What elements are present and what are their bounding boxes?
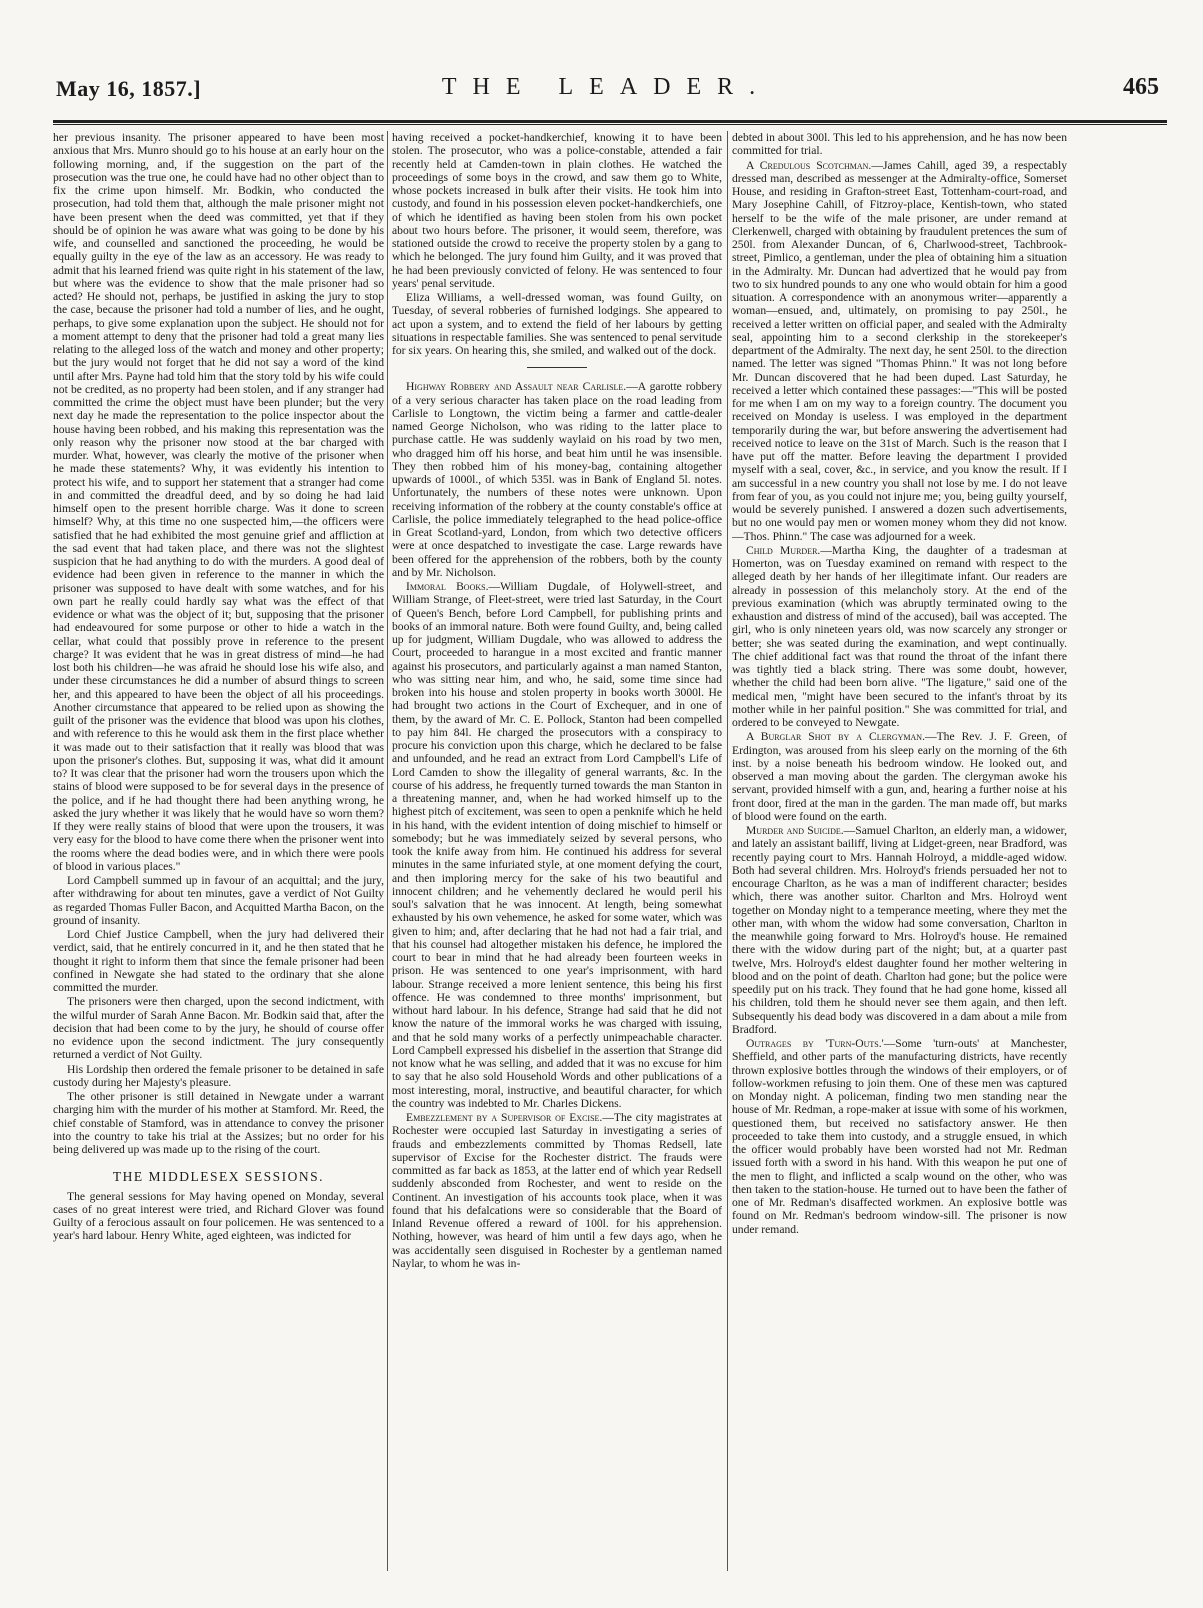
article-paragraph: The other prisoner is still detained in Newgate under a warrant charging him with the murder of his mother at Stamford. Mr. Reed, the chief constable of Stamford, was in attendance to convey the prisoner into the country to take his trial at the Assizes; but no order for his being delivered up was made up to the rising of the court. bbox=[53, 1090, 384, 1156]
page-number: 465 bbox=[1123, 74, 1159, 100]
article-headline: Murder and Suicide. bbox=[746, 824, 844, 837]
column-1 bbox=[53, 131, 384, 1579]
article-headline: Immoral Books. bbox=[406, 580, 489, 593]
column-3 bbox=[732, 131, 1067, 1579]
article-paragraph: A Burglar Shot by a Clergyman.—The Rev. J. F. Green, of Erdington, was aroused from his sleep early on the morning of the 6th inst. by a noise beneath his bedroom window. He looked out, and observed a man moving about the garden. The clergyman awoke his servant, provided himself with a gun, and, hearing a further noise at his front door, fired at the man in the garden. The man made off, but marks of blood were found on the earth. bbox=[732, 730, 1067, 823]
article-paragraph: debted in about 300l. This led to his apprehension, and he has now been committed for trial. bbox=[732, 131, 1067, 158]
section-heading: THE MIDDLESEX SESSIONS. bbox=[112, 1169, 325, 1185]
article-paragraph: His Lordship then ordered the female prisoner to be detained in safe custody during her Majesty's pleasure. bbox=[53, 1062, 384, 1089]
article-paragraph: The prisoners were then charged, upon the second indictment, with the wilful murder of Sarah Anne Bacon. Mr. Bodkin said that, after the decision that had been come to by the jury, he should of course offer no evidence upon the second indictment. The jury consequently returned a verdict of Not Guilty. bbox=[53, 995, 384, 1062]
issue-date: May 16, 1857.] bbox=[56, 76, 202, 101]
article-paragraph: Lord Campbell summed up in favour of an acquittal; and the jury, after withdrawing for about ten minutes, gave a verdict of Not Guilty as regarded Thomas Fuller Bacon, and Acquitted Martha Bacon, on the ground of insanity. bbox=[53, 874, 384, 927]
column-divider bbox=[727, 131, 728, 1571]
column-divider bbox=[387, 131, 388, 1571]
masthead bbox=[40, 66, 1173, 126]
article-headline: Highway Robbery and Assault near Carlisle. bbox=[406, 380, 627, 394]
article-headline: Embezzlement by a Supervisor of Excise. bbox=[406, 1111, 603, 1124]
header-rule bbox=[53, 120, 1167, 123]
column-2 bbox=[392, 131, 722, 1579]
article-paragraph: A Credulous Scotchman.—James Cahill, aged 39, a respectably dressed man, described as messenger at the Admiralty-office, Somerset House, and residing in Grafton-street East, Tottenham-court-road, and Mary Josephine Cahill, of Fitzroy-place, Kentish-town, who stated herself to be the wife of the male prisoner, are under remand at Clerkenwell, charged with obtaining by fraudulent pretences the sum of 250l. from Alexander Duncan, of 6, Charlwood-street, Tachbrook-street, Pimlico, a gentleman, under the plea of obtaining him a situation in the Admiralty. Mr. Duncan had advertized that he would pay from two to six hundred pounds to any one who would obtain for him a good situation. A correspondence with an anonymous writer—apparently a woman—ensued, and, ultimately, on promising to pay 250l., he received a letter written on official paper, and sealed with the Admiralty seal, appointing him to a second clerkship in the storekeeper's department of the Admiralty. The next day, he sent 250l. to the direction named. The letter was signed "Thomas Phinn." It was not long before Mr. Duncan discovered that he had been duped. Last Saturday, he received a letter which contained these passages:—"This will be posted for me when I am on my way to a foreign country. The document you received on Monday is useless. I was employed in the department temporarily during the war, but before answering the advertisement had received notice to leave on the 31st of March. Such is the reason that I have put off the matter. Before leaving the department I provided myself with a seal, cover, &c., in service, and you know the result. If I am successful in a new country you shall not lose by me. I do not leave from fear of you, as you could not injure me; you, being guilty yourself, would be severely punished. I answered a dozen such advertisements, but no one would pay men or women money whom they did not know.—Thos. Phinn." The case was adjourned for a week. bbox=[732, 158, 1067, 543]
article-paragraph: Lord Chief Justice Campbell, when the jury had delivered their verdict, said, that he entirely concurred in it, and he then stated that he thought it right to inform them that since the female prisoner had been confined in Newgate she had stated to the ordinary that she alone committed the murder. bbox=[53, 928, 384, 994]
article-paragraph: Eliza Williams, a well-dressed woman, was found Guilty, on Tuesday, of several robberies of furnished lodgings. She appeared to act upon a system, and to extend the field of her labours by getting situations in respectable families. She was sentenced to penal servitude for six years. On hearing this, she smiled, and walked out of the dock. bbox=[392, 291, 722, 357]
article-headline: A Burglar Shot by a Clergyman. bbox=[746, 730, 925, 744]
article-headline: Child Murder. bbox=[746, 543, 821, 557]
article-paragraph: Child Murder.—Martha King, the daughter of a tradesman at Homerton, was on Tuesday examined on remand with respect to the alleged death by her hands of her illegitimate infant. Our readers are already in possession of this melancholy story. At the end of the previous examination (which was abruptly terminated owing to the exhaustion and distress of mind of the accused), bail was accepted. The girl, who is only nineteen years old, was now scarcely any stronger or better; she was seated during the examination, and wept continually. The chief additional fact was that round the throat of the infant there was tightly tied a black string. There was some doubt, however, whether the child had been born alive. "The ligature," said one of the medical men, "might have been secured to the infant's throat by its mother while in her painful position." She was committed for trial, and ordered to be conveyed to Newgate. bbox=[732, 543, 1067, 729]
article-paragraph: having received a pocket-handkerchief, knowing it to have been stolen. The prosecutor, who was a police-constable, attended a fair recently held at Camden-town in plain clothes. He watched the proceedings of some boys in the crowd, and saw them go to White, whose pockets increased in bulk after their visits. He took him into custody, and found in his possession eleven pocket-handkerchiefs, one of which he identified as having been stolen from his own pocket about two hours before. The prisoner, it would seem, therefore, was stationed outside the crowd to receive the property stolen by a gang to which he belonged. The jury found him Guilty, and it was proved that he had been previously convicted of felony. He was sentenced to four years' penal servitude. bbox=[392, 131, 722, 290]
section-divider bbox=[527, 367, 587, 368]
article-paragraph: The general sessions for May having opened on Monday, several cases of no great interest were tried, and Richard Glover was found Guilty of a ferocious assault on four policemen. He was sentenced to a year's hard labour. Henry White, aged eighteen, was indicted for bbox=[53, 1189, 384, 1243]
article-headline: Outrages by 'Turn-Outs.' bbox=[746, 1037, 884, 1050]
article-paragraph: Embezzlement by a Supervisor of Excise.—The city magistrates at Rochester were occupied last Saturday in investigating a series of frauds and embezzlements committed by Thomas Redsell, late supervisor of Excise for the Rochester district. The frauds were committed as far back as 1853, at the latter end of which year Redsell suddenly absconded from Rochester, and went to reside on the Continent. An investigation of his accounts took place, when it was found that his defalcations were so considerable that the Board of Inland Revenue offered a reward of 100l. for his apprehension. Nothing, however, was heard of him until a few days ago, when he was accidentally seen disguised in Rochester by a gentleman named Naylar, to whom he was in- bbox=[392, 1111, 722, 1270]
header-rule-thin bbox=[53, 124, 1167, 125]
newspaper-title: THE LEADER. bbox=[441, 74, 772, 100]
article-paragraph: Outrages by 'Turn-Outs.'—Some 'turn-outs' at Manchester, Sheffield, and other parts of the manufacturing districts, have recently thrown explosive bottles through the windows of their employers, or of follow-workmen refusing to join them. One of these men was captured on Monday night. A policeman, finding two men standing near the house of Mr. Redman, a rope-maker at issue with some of his workmen, questioned them, but received no satisfactory answer. He then proceeded to take them into custody, and a struggle ensued, in which the officer would probably have been worsted had not Mr. Redman issued forth with a sword in his hand. With this weapon he put one of the men to flight, and inflicted a scalp wound on the other, who was then taken to the station-house. He turned out to have been the father of one of Mr. Redman's disaffected workmen. An explosive bottle was found on Mr. Redman's bedroom window-sill. The prisoner is now under remand. bbox=[732, 1037, 1067, 1236]
article-paragraph: Immoral Books.—William Dugdale, of Holywell-street, and William Strange, of Fleet-street, were tried last Saturday, in the Court of Queen's Bench, before Lord Campbell, for publishing prints and books of an immoral nature. Both were found Guilty, and, being called up for judgment, William Dugdale, who was allowed to address the Court, proceeded to harangue in a most excited and frantic manner against his prosecutors, and particularly against a man named Stanton, who was sitting near him, and who, he said, some time since had broken into his house and stolen property in books worth 3000l. He had brought two actions in the Court of Exchequer, and in one of them, by the award of Mr. C. E. Pollock, Stanton had been compelled to pay him 84l. He charged the prosecutors with a conspiracy to procure his conviction upon this charge, which he declared to be false and unfounded, and he read an extract from Lord Campbell's Life of Lord Camden to show the illegality of general warrants, &c. In the course of his address, he frequently turned towards the man Stanton in a threatening manner, and, when he had worked himself up to the highest pitch of excitement, was seen to open a penknife which he held in his hand, with the evident intention of doing mischief to himself or somebody; but he was immediately seized by several persons, who took the knife away from him. He continued his address for several minutes in the same infuriated style, at one moment defying the court, and then imploring mercy for the sake of his two beautiful and innocent children; and he vehemently declared he would peril his soul's salvation that he was innocent. At length, being somewhat exhausted by his own vehemence, he asked for some water, which was given to him; and, after declaring that he had not had a fair trial, and that his counsel had altogether mistaken his defence, he implored the court to bear in mind that he had already been fourteen weeks in prison. He was sentenced to one year's imprisonment, with hard labour. Strange received a more lenient sentence, this being his first offence. He was condemned to three months' imprisonment, but without hard labour. In his defence, Strange had said that he did not know the nature of the immoral works he was charged with issuing, and that he sold many works of a perfectly unimpeachable character. Lord Campbell expressed his disbelief in the assertion that Strange did not know what he was selling, and added that it was no excuse for him to say that he also sold Household Words and other publications of a most interesting, moral, instructive, and beautiful character, for which the country was indebted to Mr. Charles Dickens. bbox=[392, 580, 722, 1110]
article-paragraph: her previous insanity. The prisoner appeared to have been most anxious that Mrs. Munro should go to his house at an early hour on the following morning, and, if the suggestion on the part of the prosecution was the true one, he could have had no other object than to fix the crime upon himself. Mr. Bodkin, who conducted the prosecution, had told them that, although the male prisoner might not have been present when the deed was committed, yet that if they should be of opinion he was aware what was going to be done by his wife, and counselled and sanctioned the proceeding, he would be equally guilty in the eye of the law as an accessory. He was ready to admit that his learned friend was quite right in his statement of the law, but where was the evidence to show that the male prisoner had so acted? He should not, perhaps, be justified in asking the jury to stop the case, because the prisoner had told a number of lies, and he ought, perhaps, to give some explanation upon the subject. He should not for a moment attempt to deny that the prisoner had told a great many lies relating to the alleged loss of the watch and money and other property; but the jury would not forget that he did not say a word of the kind until after Mrs. Payne had told him that the story told by his wife could not be credited, as no property had been stolen, and if any stranger had committed the crime the object must have been plunder; but the very next day he made the representation to the police inspector about the house having been robbed, and his making this representation was the only reason why the prisoner now stood at the bar charged with murder. What, however, was clearly the motive of the prisoner when he made these statements? Why, it was evidently his intention to protect his wife, and to support her statement that a stranger had come in and committed the dreadful deed, and by so doing he had laid himself open to the present horrible charge. Was it done to screen himself? Why, at this time no one suspected him,—the officers were satisfied that he had exhibited the most genuine grief and affliction at the sad event that had taken place, and there was not the slightest suspicion that he had anything to do with the murders. A good deal of evidence had been given in reference to the manner in which the prisoner was supposed to have dealt with some watches, and for his own part he really could hardly say what was the effect of that evidence or what was the object of it; but, supposing that the prisoner had endeavoured for some purpose or other to hide a watch in the cellar, what could that possibly prove in reference to the present charge? It was evident that he was in great distress of mind—he had lost both his children—he was afraid he should lose his wife also, and under these circumstances he did a number of absurd things to screen her, and this appeared to have been the object of all his proceedings. Another circumstance that appeared to be relied upon as showing the guilt of the prisoner was the evidence that blood was upon his clothes, and with reference to this he would ask them in the first place whether it was made out to their satisfaction that it really was blood that was upon the prisoner's clothes. But, supposing it was, what did it amount to? It was clear that the prisoner had worn the trousers upon which the stains of blood were supposed to be for several days in the presence of the police, and if he had thought there had been anything wrong, he asked the jury whether it was likely that he would have so worn them? If they were really stains of blood that were upon the trousers, it was very easy for the blood to have come there when the prisoner went into the rooms where the dead bodies were, and in which there were pools of blood in various places." bbox=[53, 131, 384, 873]
article-paragraph: Murder and Suicide.—Samuel Charlton, an elderly man, a widower, and lately an assistant bailiff, living at Lidget-green, near Bradford, was recently paying court to Mrs. Hannah Holroyd, a middle-aged widow. Both had several children. Mrs. Holroyd's friends persuaded her not to encourage Charlton, as he was a man of indifferent character; besides which, there was another suitor. Charlton and Mrs. Holroyd went together on Monday night to a temperance meeting, where they met the other man, with whom the widow had some conversation, Charlton in the meanwhile going forward to Mrs. Holroyd's house. He remained there with the widow during part of the night; but, at a quarter past twelve, Mrs. Holroyd's eldest daughter found her mother weltering in blood and on the point of death. Charlton had gone; but the police were speedily put on his track. They found that he had gone home, kissed all his children, told them he should never see them again, and then left. Subsequently his dead body was discovered in a dam about a mile from Bradford. bbox=[732, 824, 1067, 1036]
article-headline: A Credulous Scotchman. bbox=[746, 158, 872, 172]
article-paragraph: Highway Robbery and Assault near Carlisle.—A garotte robbery of a very serious character has taken place on the road leading from Carlisle to Longtown, the victim being a farmer and cattle-dealer named George Nicholson, who was riding to the latter place to purchase cattle. He was suddenly waylaid on his road by two men, who dragged him off his horse, and beat him until he was insensible. They then robbed him of his money-bag, containing altogether upwards of 1000l., of which 535l. was in Bank of England 5l. notes. Unfortunately, the numbers of these notes were unknown. Upon receiving information of the robbery at the county constable's office at Carlisle, the police immediately telegraphed to the head police-office in Great Scotland-yard, London, from which two detective officers were at once despatched to investigate the case. Large rewards have been offered for the apprehension of the robbers, both by the county and by Mr. Nicholson. bbox=[392, 380, 722, 579]
